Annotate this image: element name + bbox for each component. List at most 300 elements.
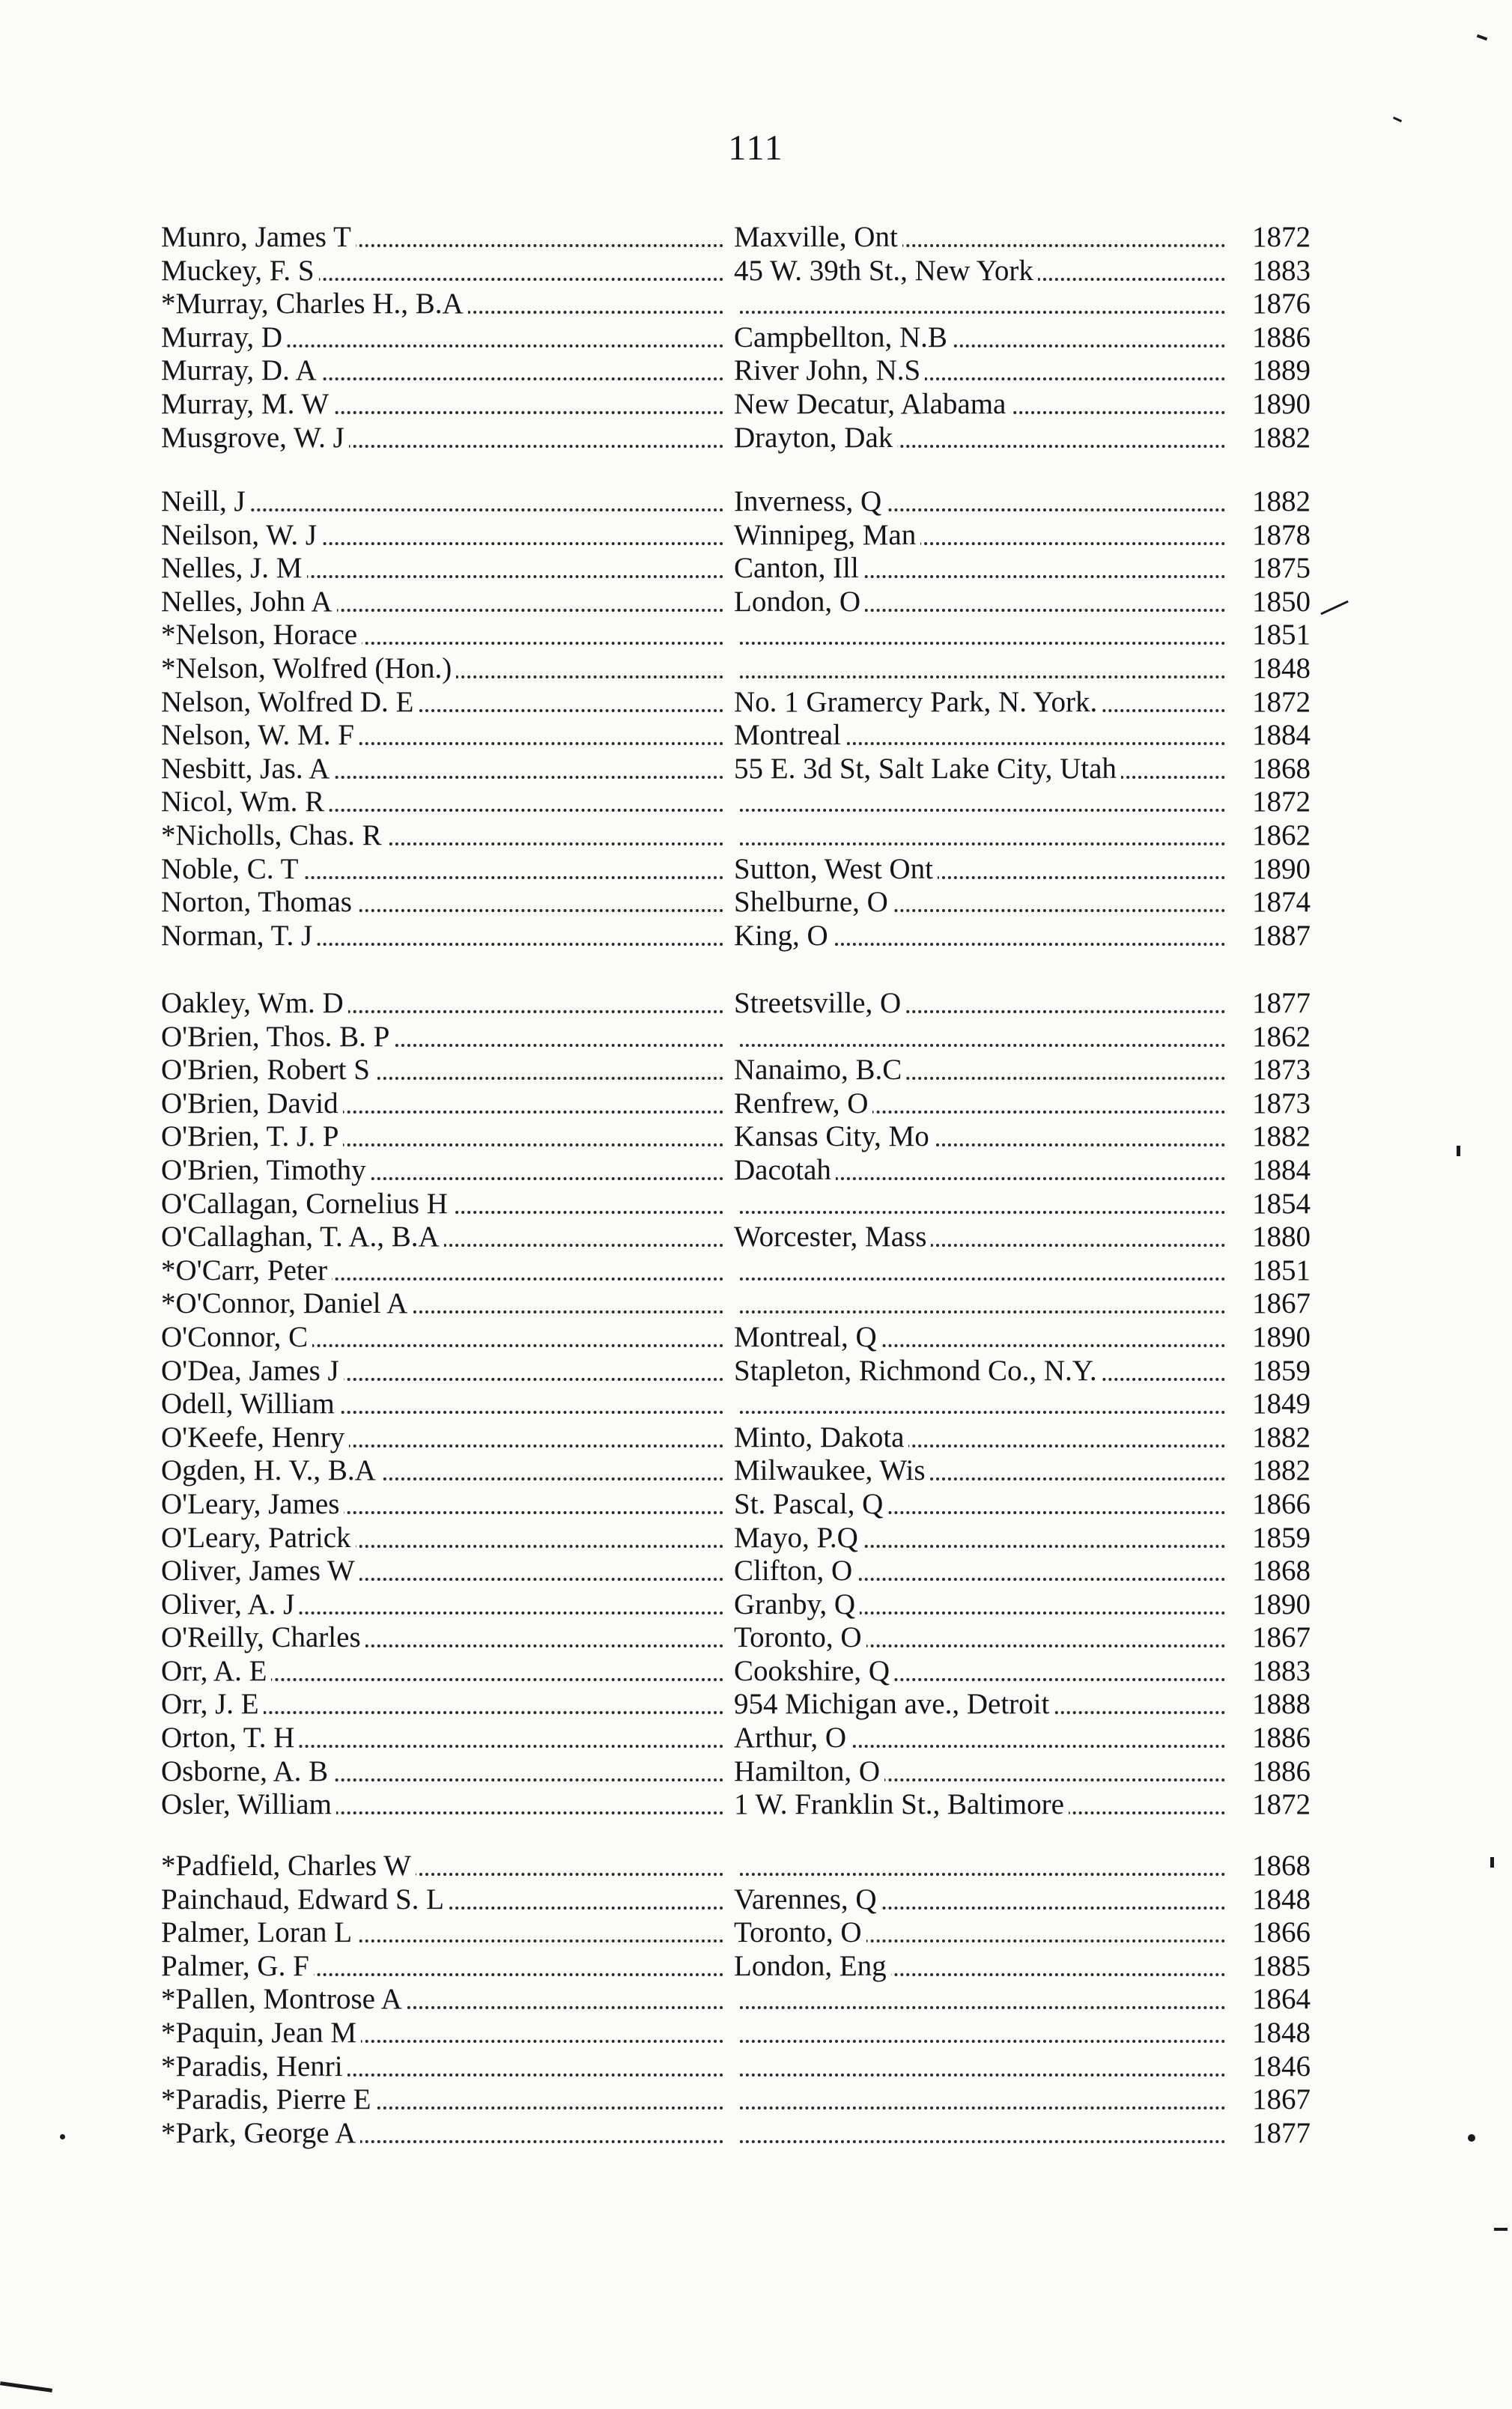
entry-name: O'Leary, James bbox=[161, 1488, 344, 1520]
entry-year: 1851 bbox=[1249, 1254, 1311, 1286]
entry-year: 1848 bbox=[1249, 1883, 1311, 1916]
entry-year-cell bbox=[1233, 288, 1311, 321]
entry-name: Palmer, G. F bbox=[161, 1950, 314, 1982]
directory-entry bbox=[161, 221, 1311, 255]
entry-year: 1886 bbox=[1249, 321, 1311, 353]
entry-year: 1873 bbox=[1249, 1054, 1311, 1086]
entry-place: Toronto, O bbox=[734, 1621, 866, 1653]
entry-name-cell bbox=[161, 1555, 726, 1588]
scan-speck bbox=[1477, 34, 1488, 41]
entry-place: Nanaimo, B.C bbox=[734, 1054, 906, 1086]
entry-place-cell bbox=[734, 1321, 1228, 1355]
entry-place-cell bbox=[734, 485, 1228, 519]
entry-year: 1889 bbox=[1249, 354, 1311, 386]
entry-year: 1862 bbox=[1249, 819, 1311, 851]
entry-year: 1884 bbox=[1249, 719, 1311, 751]
entry-name: Murray, M. W bbox=[161, 388, 333, 420]
entry-place-cell bbox=[734, 719, 1228, 753]
entry-place bbox=[734, 2083, 738, 2115]
entry-year-cell bbox=[1233, 987, 1311, 1021]
entry-name: Musgrove, W. J bbox=[161, 422, 349, 454]
entry-name-cell bbox=[161, 619, 726, 652]
entry-place-cell bbox=[734, 1621, 1228, 1655]
entry-place-cell bbox=[734, 2117, 1228, 2151]
entry-year: 1890 bbox=[1249, 1588, 1311, 1620]
entry-name-cell bbox=[161, 2017, 726, 2050]
directory-entry bbox=[161, 1421, 1311, 1455]
directory-entry bbox=[161, 1087, 1311, 1121]
entry-place-cell bbox=[734, 519, 1228, 553]
entry-name: *Paradis, Pierre E bbox=[161, 2083, 376, 2115]
scan-speck bbox=[1494, 2228, 1508, 2231]
entry-name-cell bbox=[161, 1488, 726, 1522]
entry-name: Osler, William bbox=[161, 1788, 336, 1820]
entry-year-cell bbox=[1233, 1522, 1311, 1555]
entry-place: Shelburne, O bbox=[734, 886, 893, 918]
entry-place-cell bbox=[734, 1355, 1228, 1388]
directory-entry bbox=[161, 1287, 1311, 1321]
entry-year: 1868 bbox=[1249, 753, 1311, 785]
directory-entry bbox=[161, 1522, 1311, 1555]
directory-entry bbox=[161, 1355, 1311, 1388]
entry-place-cell bbox=[734, 1755, 1228, 1789]
entry-name-cell bbox=[161, 1588, 726, 1622]
directory-entry bbox=[161, 753, 1311, 786]
entry-name: O'Brien, Timothy bbox=[161, 1154, 371, 1186]
entry-name-cell bbox=[161, 1254, 726, 1288]
entry-place-cell bbox=[734, 1154, 1228, 1188]
entry-place: New Decatur, Alabama bbox=[734, 388, 1010, 420]
entry-place: King, O bbox=[734, 920, 833, 952]
entry-place bbox=[734, 2117, 738, 2149]
entry-place-cell bbox=[734, 422, 1228, 455]
entry-name: Norman, T. J bbox=[161, 920, 317, 952]
entry-place bbox=[734, 819, 738, 851]
entry-place: Kansas City, Mo bbox=[734, 1120, 934, 1152]
entry-name: *Paquin, Jean M bbox=[161, 2017, 361, 2049]
entry-place bbox=[734, 1388, 738, 1420]
entry-year: 1882 bbox=[1249, 1421, 1311, 1453]
entry-year: 1866 bbox=[1249, 1916, 1311, 1948]
entry-name: Neill, J bbox=[161, 485, 250, 517]
directory-entry bbox=[161, 1688, 1311, 1722]
entry-place: Clifton, O bbox=[734, 1555, 857, 1587]
entry-name: Odell, William bbox=[161, 1388, 339, 1420]
entry-year: 1882 bbox=[1249, 1120, 1311, 1152]
entry-place-cell bbox=[734, 886, 1228, 920]
entry-name: Nelles, John A bbox=[161, 586, 337, 618]
entry-place: Hamilton, O bbox=[734, 1755, 884, 1787]
entry-year: 1883 bbox=[1249, 1655, 1311, 1687]
entry-name: Orton, T. H bbox=[161, 1722, 299, 1754]
entry-place-cell bbox=[734, 1788, 1228, 1822]
entry-name: *O'Connor, Daniel A bbox=[161, 1287, 412, 1319]
entry-name: Murray, D. A bbox=[161, 354, 321, 386]
entry-year: 1872 bbox=[1249, 786, 1311, 818]
entry-year: 1880 bbox=[1249, 1221, 1311, 1253]
entry-year: 1878 bbox=[1249, 519, 1311, 551]
entry-year: 1874 bbox=[1249, 886, 1311, 918]
entry-place: Milwaukee, Wis bbox=[734, 1454, 930, 1486]
entry-year-cell bbox=[1233, 1087, 1311, 1121]
entry-name: Nelson, W. M. F bbox=[161, 719, 359, 751]
entry-name: Oliver, James W bbox=[161, 1555, 359, 1587]
entry-place: Cookshire, Q bbox=[734, 1655, 894, 1687]
entry-year-cell bbox=[1233, 388, 1311, 422]
entry-place-cell bbox=[734, 1883, 1228, 1917]
scan-speck bbox=[1468, 2134, 1475, 2142]
entry-place bbox=[734, 1021, 738, 1053]
entry-year-cell bbox=[1233, 2117, 1311, 2151]
entry-name-cell bbox=[161, 1850, 726, 1883]
entry-name: Oliver, A. J bbox=[161, 1588, 299, 1620]
entry-place: Maxville, Ont bbox=[734, 221, 902, 253]
entry-year-cell bbox=[1233, 1188, 1311, 1221]
entry-year: 1866 bbox=[1249, 1488, 1311, 1520]
scan-speck bbox=[1457, 1146, 1460, 1156]
entry-name: O'Reilly, Charles bbox=[161, 1621, 365, 1653]
directory-entry bbox=[161, 1054, 1311, 1087]
entry-name-cell bbox=[161, 1388, 726, 1421]
entry-place-cell bbox=[734, 1950, 1228, 1984]
entry-name-cell bbox=[161, 1983, 726, 2017]
entry-year: 1872 bbox=[1249, 1788, 1311, 1820]
entry-year-cell bbox=[1233, 2083, 1311, 2117]
directory-entry bbox=[161, 1021, 1311, 1054]
entry-year-cell bbox=[1233, 1421, 1311, 1455]
directory-entry bbox=[161, 1950, 1311, 1984]
entry-year: 1848 bbox=[1249, 2017, 1311, 2049]
entry-place-cell bbox=[734, 288, 1228, 321]
entry-year-cell bbox=[1233, 221, 1311, 255]
entry-name: Murray, D bbox=[161, 321, 287, 353]
entry-year: 1877 bbox=[1249, 2117, 1311, 2149]
entry-place-cell bbox=[734, 1254, 1228, 1288]
directory-entry bbox=[161, 886, 1311, 920]
directory-entry bbox=[161, 619, 1311, 652]
entry-year-cell bbox=[1233, 1054, 1311, 1087]
entry-place-cell bbox=[734, 255, 1228, 288]
entry-place-cell bbox=[734, 1054, 1228, 1087]
entry-place-cell bbox=[734, 388, 1228, 422]
entry-name: Norton, Thomas bbox=[161, 886, 356, 918]
entry-year-cell bbox=[1233, 1254, 1311, 1288]
entry-place bbox=[734, 786, 738, 818]
directory-entry bbox=[161, 786, 1311, 819]
entry-place-cell bbox=[734, 686, 1228, 720]
entry-place: Winnipeg, Man bbox=[734, 519, 920, 551]
entry-year: 1883 bbox=[1249, 255, 1311, 287]
entry-year-cell bbox=[1233, 1883, 1311, 1917]
entry-place-cell bbox=[734, 1488, 1228, 1522]
entry-name: Painchaud, Edward S. L bbox=[161, 1883, 449, 1916]
entry-year: 1859 bbox=[1249, 1355, 1311, 1387]
entry-place: Toronto, O bbox=[734, 1916, 866, 1948]
entry-year-cell bbox=[1233, 1688, 1311, 1722]
entry-place-cell bbox=[734, 1221, 1228, 1254]
entry-name-cell bbox=[161, 853, 726, 887]
entry-name-cell bbox=[161, 519, 726, 553]
entry-name: Munro, James T bbox=[161, 221, 356, 253]
entry-name: O'Callagan, Cornelius H bbox=[161, 1188, 452, 1220]
entry-place: Varennes, Q bbox=[734, 1883, 881, 1916]
entry-year: 1868 bbox=[1249, 1555, 1311, 1587]
entry-year: 1867 bbox=[1249, 1621, 1311, 1653]
entry-place-cell bbox=[734, 1454, 1228, 1488]
entry-place: Renfrew, O bbox=[734, 1087, 872, 1120]
entry-name-cell bbox=[161, 255, 726, 288]
entry-name: Orr, J. E bbox=[161, 1688, 264, 1720]
entry-place-cell bbox=[734, 552, 1228, 586]
directory-entry bbox=[161, 1983, 1311, 2017]
entry-place bbox=[734, 1254, 738, 1286]
entry-year: 1846 bbox=[1249, 2050, 1311, 2083]
directory-entry bbox=[161, 1488, 1311, 1522]
entry-place-cell bbox=[734, 1688, 1228, 1722]
entry-year: 1872 bbox=[1249, 221, 1311, 253]
entry-place: London, Eng bbox=[734, 1950, 891, 1982]
directory-entry bbox=[161, 255, 1311, 288]
entry-place: 55 E. 3d St, Salt Lake City, Utah bbox=[734, 753, 1121, 785]
entry-place: Drayton, Dak bbox=[734, 422, 897, 454]
entry-year-cell bbox=[1233, 321, 1311, 355]
entry-name-cell bbox=[161, 886, 726, 920]
entry-name: *Pallen, Montrose A bbox=[161, 1983, 407, 2015]
entry-year-cell bbox=[1233, 354, 1311, 388]
entry-year: 1849 bbox=[1249, 1388, 1311, 1420]
entry-name: O'Brien, Thos. B. P bbox=[161, 1021, 394, 1053]
entry-place: Campbellton, N.B bbox=[734, 321, 952, 353]
entry-year: 1872 bbox=[1249, 686, 1311, 718]
entry-name: O'Brien, Robert S bbox=[161, 1054, 374, 1086]
entry-name: Nesbitt, Jas. A bbox=[161, 753, 334, 785]
directory-entry bbox=[161, 2050, 1311, 2084]
entry-year: 1850 bbox=[1249, 586, 1311, 618]
entry-year-cell bbox=[1233, 1722, 1311, 1755]
directory-entry bbox=[161, 1388, 1311, 1421]
entry-name-cell bbox=[161, 2083, 726, 2117]
entry-name-cell bbox=[161, 1287, 726, 1321]
entry-name-cell bbox=[161, 388, 726, 422]
entry-year: 1859 bbox=[1249, 1522, 1311, 1554]
entry-year: 1887 bbox=[1249, 920, 1311, 952]
entry-place: 1 W. Franklin St., Baltimore bbox=[734, 1788, 1069, 1820]
entry-name-cell bbox=[161, 987, 726, 1021]
entry-year: 1886 bbox=[1249, 1722, 1311, 1754]
entry-year: 1876 bbox=[1249, 288, 1311, 320]
entry-year-cell bbox=[1233, 1655, 1311, 1689]
entry-name-cell bbox=[161, 1087, 726, 1121]
entry-place: Streetsville, O bbox=[734, 987, 905, 1019]
directory-entry bbox=[161, 1454, 1311, 1488]
directory-entry bbox=[161, 1321, 1311, 1355]
entry-year: 1888 bbox=[1249, 1688, 1311, 1720]
entry-year-cell bbox=[1233, 1120, 1311, 1154]
entry-name: O'Brien, David bbox=[161, 1087, 343, 1120]
entry-name-cell bbox=[161, 586, 726, 619]
entry-year-cell bbox=[1233, 1950, 1311, 1984]
entry-name: Nelles, J. M bbox=[161, 552, 307, 584]
entry-year: 1854 bbox=[1249, 1188, 1311, 1220]
entry-year: 1882 bbox=[1249, 1454, 1311, 1486]
entry-place-cell bbox=[734, 1388, 1228, 1421]
directory-entry bbox=[161, 1916, 1311, 1950]
entry-name: Neilson, W. J bbox=[161, 519, 321, 551]
entry-year-cell bbox=[1233, 485, 1311, 519]
directory-entry bbox=[161, 1722, 1311, 1755]
entry-year: 1873 bbox=[1249, 1087, 1311, 1120]
directory-entry bbox=[161, 819, 1311, 853]
entry-place-cell bbox=[734, 987, 1228, 1021]
entry-year-cell bbox=[1233, 686, 1311, 720]
entry-name-cell bbox=[161, 1722, 726, 1755]
entry-name-cell bbox=[161, 1054, 726, 1087]
entry-place-cell bbox=[734, 1287, 1228, 1321]
entry-place-cell bbox=[734, 354, 1228, 388]
entry-year: 1884 bbox=[1249, 1154, 1311, 1186]
entry-place-cell bbox=[734, 2017, 1228, 2050]
directory-entry bbox=[161, 1254, 1311, 1288]
entry-name-cell bbox=[161, 753, 726, 786]
entry-place: 45 W. 39th St., New York bbox=[734, 255, 1038, 287]
entry-place-cell bbox=[734, 753, 1228, 786]
entry-name-cell bbox=[161, 1421, 726, 1455]
entry-place bbox=[734, 619, 738, 651]
directory-entry bbox=[161, 586, 1311, 619]
entry-place: 954 Michigan ave., Detroit bbox=[734, 1688, 1054, 1720]
entry-place-cell bbox=[734, 1555, 1228, 1588]
scan-speck bbox=[60, 2134, 65, 2139]
entry-year-cell bbox=[1233, 1355, 1311, 1388]
entry-name-cell bbox=[161, 1916, 726, 1950]
entry-year-cell bbox=[1233, 1983, 1311, 2017]
entry-name: *O'Carr, Peter bbox=[161, 1254, 332, 1286]
entry-place-cell bbox=[734, 786, 1228, 819]
entry-year-cell bbox=[1233, 422, 1311, 455]
entry-year-cell bbox=[1233, 819, 1311, 853]
entry-name-cell bbox=[161, 1950, 726, 1984]
directory-entry bbox=[161, 552, 1311, 586]
entry-year-cell bbox=[1233, 552, 1311, 586]
entry-year-cell bbox=[1233, 1287, 1311, 1321]
entry-place bbox=[734, 1188, 738, 1220]
entry-place bbox=[734, 2050, 738, 2083]
entry-name: Orr, A. E bbox=[161, 1655, 271, 1687]
entry-place-cell bbox=[734, 1522, 1228, 1555]
entry-place bbox=[734, 1983, 738, 2015]
entry-name: *Nicholls, Chas. R bbox=[161, 819, 386, 851]
directory-entry bbox=[161, 853, 1311, 887]
entry-place-cell bbox=[734, 1021, 1228, 1054]
entry-year: 1890 bbox=[1249, 388, 1311, 420]
entry-name: O'Dea, James J bbox=[161, 1355, 344, 1387]
entry-name-cell bbox=[161, 1621, 726, 1655]
entry-year: 1875 bbox=[1249, 552, 1311, 584]
entry-name-cell bbox=[161, 221, 726, 255]
entry-place bbox=[734, 652, 738, 684]
entry-year-cell bbox=[1233, 1788, 1311, 1822]
entry-name-cell bbox=[161, 1021, 726, 1054]
section-n bbox=[161, 485, 1311, 953]
entry-name-cell bbox=[161, 920, 726, 953]
entry-place bbox=[734, 288, 738, 320]
entry-name-cell bbox=[161, 719, 726, 753]
entry-place-cell bbox=[734, 1916, 1228, 1950]
entry-place-cell bbox=[734, 1588, 1228, 1622]
entry-name-cell bbox=[161, 1454, 726, 1488]
entry-place: Montreal, Q bbox=[734, 1321, 881, 1353]
directory-entry bbox=[161, 1154, 1311, 1188]
entry-place-cell bbox=[734, 586, 1228, 619]
entry-place bbox=[734, 2017, 738, 2049]
entry-name: Muckey, F. S bbox=[161, 255, 319, 287]
entry-name: O'Brien, T. J. P bbox=[161, 1120, 343, 1152]
directory-entry bbox=[161, 1555, 1311, 1588]
entry-year-cell bbox=[1233, 920, 1311, 953]
entry-name: *Nelson, Wolfred (Hon.) bbox=[161, 652, 456, 684]
entry-year-cell bbox=[1233, 2017, 1311, 2050]
entry-year-cell bbox=[1233, 886, 1311, 920]
entry-place: London, O bbox=[734, 586, 865, 618]
directory-entry bbox=[161, 2083, 1311, 2117]
entry-name-cell bbox=[161, 1321, 726, 1355]
directory-entry bbox=[161, 321, 1311, 355]
entry-year-cell bbox=[1233, 1221, 1311, 1254]
directory-entry bbox=[161, 1221, 1311, 1254]
entry-year-cell bbox=[1233, 1588, 1311, 1622]
entry-name-cell bbox=[161, 1188, 726, 1221]
entry-year-cell bbox=[1233, 619, 1311, 652]
entry-name-cell bbox=[161, 652, 726, 686]
directory-entry bbox=[161, 1188, 1311, 1221]
entry-year: 1882 bbox=[1249, 422, 1311, 454]
entry-year-cell bbox=[1233, 255, 1311, 288]
directory-entry bbox=[161, 1621, 1311, 1655]
directory-entry bbox=[161, 1883, 1311, 1917]
entry-name: Nelson, Wolfred D. E bbox=[161, 686, 418, 718]
entry-place-cell bbox=[734, 819, 1228, 853]
entry-year: 1882 bbox=[1249, 485, 1311, 517]
entry-name-cell bbox=[161, 1221, 726, 1254]
directory-entry bbox=[161, 2017, 1311, 2050]
entry-name: Nicol, Wm. R bbox=[161, 786, 329, 818]
entry-place-cell bbox=[734, 221, 1228, 255]
entry-year: 1864 bbox=[1249, 1983, 1311, 2015]
entry-year-cell bbox=[1233, 719, 1311, 753]
entry-place: Arthur, O bbox=[734, 1722, 851, 1754]
entry-place: Granby, Q bbox=[734, 1588, 860, 1620]
entry-name-cell bbox=[161, 422, 726, 455]
entry-place-cell bbox=[734, 1722, 1228, 1755]
entry-name: Oakley, Wm. D bbox=[161, 987, 348, 1019]
entry-name-cell bbox=[161, 1522, 726, 1555]
entry-place: St. Pascal, Q bbox=[734, 1488, 887, 1520]
entry-place-cell bbox=[734, 1983, 1228, 2017]
entry-year-cell bbox=[1233, 1388, 1311, 1421]
entry-place-cell bbox=[734, 652, 1228, 686]
entry-year: 1848 bbox=[1249, 652, 1311, 684]
entry-name: O'Leary, Patrick bbox=[161, 1522, 356, 1554]
scan-speck bbox=[1490, 1857, 1494, 1868]
directory-entry bbox=[161, 987, 1311, 1021]
entry-year-cell bbox=[1233, 519, 1311, 553]
entry-name: Osborne, A. B bbox=[161, 1755, 333, 1787]
entry-name-cell bbox=[161, 1755, 726, 1789]
directory-entry bbox=[161, 422, 1311, 455]
entry-place: River John, N.S bbox=[734, 354, 925, 386]
page-number: 111 bbox=[728, 128, 784, 168]
entry-year-cell bbox=[1233, 1454, 1311, 1488]
